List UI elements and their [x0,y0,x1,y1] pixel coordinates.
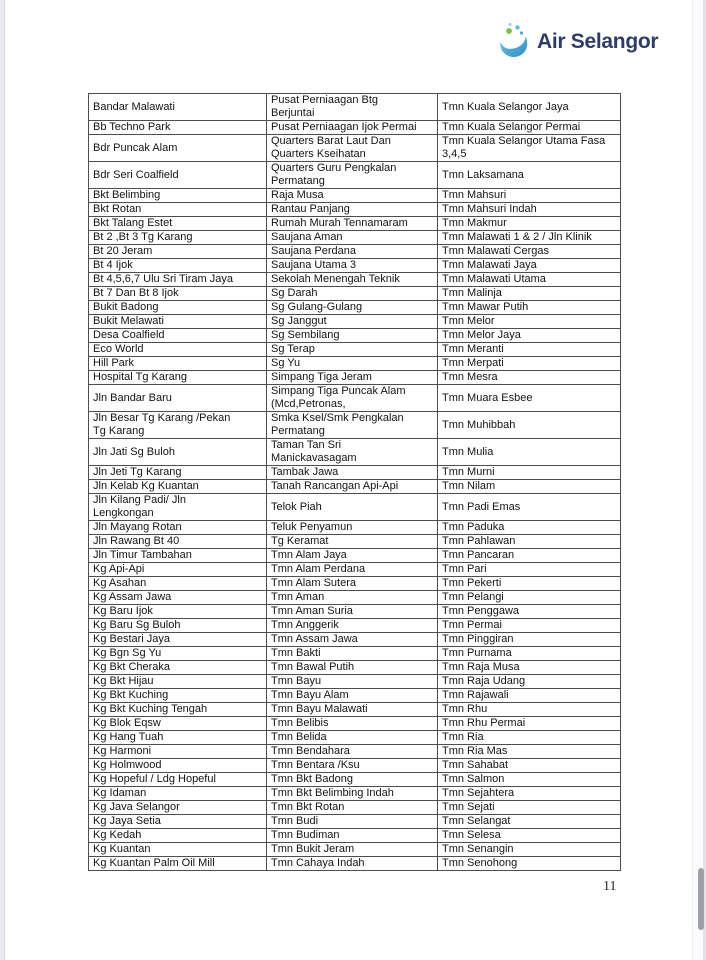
table-cell: Tmn Belibis [266,716,437,730]
table-cell: Jln Jati Sg Buloh [88,438,266,465]
table-cell: Tmn Selangat [437,814,620,828]
table-row [88,688,620,702]
table-cell: Bkt Rotan [88,202,266,216]
table-row [88,314,620,328]
table-row [88,660,620,674]
table-cell: Tmn Malawati Cergas [437,244,620,258]
table-row [88,479,620,493]
table-cell: Tmn Pinggiran [437,632,620,646]
table-row [88,272,620,286]
table-cell: Simpang Tiga Jeram [266,370,437,384]
table-cell: Tmn Permai [437,618,620,632]
table-row [88,120,620,134]
table-row [88,465,620,479]
table-cell: Bt 7 Dan Bt 8 Ijok [88,286,266,300]
table-cell: Kg Holmwood [88,758,266,772]
table-cell: Tmn Budi [266,814,437,828]
table-cell: Tmn Bkt Belimbing Indah [266,786,437,800]
table-cell: Bdr Puncak Alam [88,134,266,161]
table-cell: Tmn Pekerti [437,576,620,590]
table-cell: Tmn Mawar Putih [437,300,620,314]
table-cell: Tmn Meranti [437,342,620,356]
table-cell: Tmn Alam Jaya [266,548,437,562]
table-row [88,258,620,272]
table-row [88,674,620,688]
table-cell: Kg Jaya Setia [88,814,266,828]
table-row [88,562,620,576]
table-cell: Tmn Selesa [437,828,620,842]
table-cell: Tmn Murni [437,465,620,479]
table-row [88,758,620,772]
table-row [88,134,620,161]
table-cell: Tmn Aman Suria [266,604,437,618]
table-row [88,161,620,188]
table-cell: Smka Ksel/Smk Pengkalan Permatang [266,411,437,438]
table-cell: Bkt Belimbing [88,188,266,202]
table-cell: Bdr Seri Coalfield [88,161,266,188]
table-cell: Tanah Rancangan Api-Api [266,479,437,493]
table-cell: Kg Harmoni [88,744,266,758]
table-cell: Pusat Perniaagan Btg Berjuntai [266,93,437,120]
table-cell: Tmn Penggawa [437,604,620,618]
table-cell: Kg Java Selangor [88,800,266,814]
table-cell: Kg Idaman [88,786,266,800]
table-cell: Tmn Bkt Rotan [266,800,437,814]
table-row [88,328,620,342]
table-row [88,646,620,660]
table-cell: Tmn Bayu Malawati [266,702,437,716]
table-cell: Tmn Melor [437,314,620,328]
table-row [88,632,620,646]
table-row [88,856,620,870]
table-row [88,188,620,202]
table-row [88,286,620,300]
table-row [88,534,620,548]
table-cell: Hill Park [88,356,266,370]
table-row [88,716,620,730]
table-cell: Jln Timur Tambahan [88,548,266,562]
table-cell: Tmn Muara Esbee [437,384,620,411]
table-cell: Tmn Malawati Utama [437,272,620,286]
table-cell: Eco World [88,342,266,356]
table-cell: Tmn Sejahtera [437,786,620,800]
table-cell: Saujana Aman [266,230,437,244]
table-cell: Tmn Bakti [266,646,437,660]
table-cell: Sekolah Menengah Teknik [266,272,437,286]
table-cell: Tmn Aman [266,590,437,604]
table-cell: Tmn Pahlawan [437,534,620,548]
table-cell: Tmn Bawal Putih [266,660,437,674]
table-cell: Taman Tan Sri Manickavasagam [266,438,437,465]
table-cell: Sg Yu [266,356,437,370]
table-cell: Tmn Senohong [437,856,620,870]
table-cell: Tmn Pancaran [437,548,620,562]
table-cell: Pusat Perniaagan Ijok Permai [266,120,437,134]
logo-wordmark: Air Selangor [537,30,659,53]
table-row [88,438,620,465]
table-row [88,842,620,856]
table-row [88,730,620,744]
table-cell: Tmn Malawati 1 & 2 / Jln Klinik [437,230,620,244]
table-row [88,356,620,370]
table-cell: Bkt Talang Estet [88,216,266,230]
table-row [88,300,620,314]
table-cell: Kg Hopeful / Ldg Hopeful [88,772,266,786]
water-drop-logo-icon [496,20,533,65]
table-row [88,814,620,828]
table-cell: Tmn Raja Udang [437,674,620,688]
table-cell: Tmn Rajawali [437,688,620,702]
table-cell: Tmn Senangin [437,842,620,856]
table-cell: Kg Bgn Sg Yu [88,646,266,660]
table-cell: Jln Besar Tg Karang /Pekan Tg Karang [88,411,266,438]
table-row [88,800,620,814]
table-cell: Tmn Bendahara [266,744,437,758]
page-number: 11 [603,879,617,894]
table-row [88,370,620,384]
table-cell: Tmn Merpati [437,356,620,370]
table-cell: Kg Bkt Kuching [88,688,266,702]
air-selangor-logo [496,22,658,62]
affected-areas-table [88,93,621,871]
table-row [88,342,620,356]
scrollbar-thumb[interactable] [698,868,704,930]
area-table-body [88,93,620,870]
table-cell: Tmn Budiman [266,828,437,842]
table-cell: Sg Gulang-Gulang [266,300,437,314]
table-row [88,520,620,534]
table-cell: Desa Coalfield [88,328,266,342]
table-cell: Tmn Belida [266,730,437,744]
table-cell: Tmn Sahabat [437,758,620,772]
table-cell: Kg Api-Api [88,562,266,576]
table-cell: Tmn Mesra [437,370,620,384]
table-row [88,744,620,758]
table-cell: Raja Musa [266,188,437,202]
table-cell: Jln Mayang Rotan [88,520,266,534]
table-cell: Bt 4 Ijok [88,258,266,272]
table-cell: Teluk Penyamun [266,520,437,534]
table-cell: Kg Assam Jawa [88,590,266,604]
table-cell: Quarters Guru Pengkalan Permatang [266,161,437,188]
table-cell: Tmn Padi Emas [437,493,620,520]
table-cell: Tmn Cahaya Indah [266,856,437,870]
table-cell: Kg Bestari Jaya [88,632,266,646]
table-row [88,548,620,562]
table-cell: Kg Bkt Kuching Tengah [88,702,266,716]
table-row [88,202,620,216]
table-cell: Tmn Mahsuri Indah [437,202,620,216]
table-row [88,618,620,632]
table-cell: Tmn Kuala Selangor Utama Fasa 3,4,5 [437,134,620,161]
table-cell: Tmn Salmon [437,772,620,786]
table-cell: Kg Kuantan Palm Oil Mill [88,856,266,870]
table-cell: Simpang Tiga Puncak Alam (Mcd,Petronas, [266,384,437,411]
table-row [88,384,620,411]
table-cell: Tmn Bkt Badong [266,772,437,786]
table-cell: Kg Blok Eqsw [88,716,266,730]
table-cell: Tmn Anggerik [266,618,437,632]
table-cell: Bukit Badong [88,300,266,314]
table-cell: Kg Kedah [88,828,266,842]
table-cell: Kg Bkt Cheraka [88,660,266,674]
table-cell: Tmn Rhu Permai [437,716,620,730]
table-cell: Sg Janggut [266,314,437,328]
table-cell: Kg Baru Ijok [88,604,266,618]
table-cell: Kg Kuantan [88,842,266,856]
table-row [88,604,620,618]
table-cell: Tg Keramat [266,534,437,548]
table-cell: Saujana Utama 3 [266,258,437,272]
table-cell: Kg Hang Tuah [88,730,266,744]
table-cell: Tmn Sejati [437,800,620,814]
table-cell: Tmn Makmur [437,216,620,230]
table-cell: Tmn Melor Jaya [437,328,620,342]
table-row [88,493,620,520]
table-row [88,244,620,258]
table-cell: Quarters Barat Laut Dan Quarters Kseihatan [266,134,437,161]
table-row [88,93,620,120]
table-cell: Jln Bandar Baru [88,384,266,411]
table-cell: Tmn Bukit Jeram [266,842,437,856]
table-cell: Bt 2 ,Bt 3 Tg Karang [88,230,266,244]
table-cell: Tmn Muhibbah [437,411,620,438]
table-cell: Tmn Pelangi [437,590,620,604]
table-cell: Tmn Mulia [437,438,620,465]
table-row [88,576,620,590]
table-cell: Tambak Jawa [266,465,437,479]
table-cell: Tmn Raja Musa [437,660,620,674]
table-cell: Kg Asahan [88,576,266,590]
page-left-edge [0,0,5,960]
table-cell: Kg Baru Sg Buloh [88,618,266,632]
table-cell: Tmn Bayu [266,674,437,688]
table-row [88,772,620,786]
table-cell: Tmn Laksamana [437,161,620,188]
table-cell: Tmn Kuala Selangor Permai [437,120,620,134]
table-cell: Tmn Pari [437,562,620,576]
table-cell: Tmn Malawati Jaya [437,258,620,272]
table-row [88,786,620,800]
table-cell: Tmn Ria Mas [437,744,620,758]
table-cell: Sg Sembilang [266,328,437,342]
table-cell: Bt 20 Jeram [88,244,266,258]
table-cell: Tmn Kuala Selangor Jaya [437,93,620,120]
table-cell: Hospital Tg Karang [88,370,266,384]
table-cell: Kg Bkt Hijau [88,674,266,688]
table-cell: Sg Terap [266,342,437,356]
table-cell: Tmn Ria [437,730,620,744]
table-cell: Sg Darah [266,286,437,300]
table-cell: Bt 4,5,6,7 Ulu Sri Tiram Jaya [88,272,266,286]
table-row [88,590,620,604]
table-cell: Jln Rawang Bt 40 [88,534,266,548]
table-cell: Rumah Murah Tennamaram [266,216,437,230]
table-row [88,411,620,438]
table-cell: Bukit Melawati [88,314,266,328]
table-row [88,230,620,244]
table-cell: Tmn Rhu [437,702,620,716]
table-row [88,702,620,716]
table-row [88,828,620,842]
table-cell: Tmn Bayu Alam [266,688,437,702]
table-cell: Bb Techno Park [88,120,266,134]
table-cell: Rantau Panjang [266,202,437,216]
table-cell: Tmn Malinja [437,286,620,300]
table-cell: Tmn Mahsuri [437,188,620,202]
table-cell: Tmn Purnama [437,646,620,660]
table-cell: Bandar Malawati [88,93,266,120]
table-cell: Tmn Alam Sutera [266,576,437,590]
table-cell: Tmn Alam Perdana [266,562,437,576]
table-cell: Tmn Assam Jawa [266,632,437,646]
table-row [88,216,620,230]
table-cell: Jln Kilang Padi/ Jln Lengkongan [88,493,266,520]
table-cell: Jln Jeti Tg Karang [88,465,266,479]
table-cell: Jln Kelab Kg Kuantan [88,479,266,493]
table-cell: Saujana Perdana [266,244,437,258]
table-cell: Tmn Nilam [437,479,620,493]
scrollbar-track[interactable] [692,0,706,960]
table-cell: Tmn Bentara /Ksu [266,758,437,772]
table-cell: Tmn Paduka [437,520,620,534]
table-cell: Telok Piah [266,493,437,520]
